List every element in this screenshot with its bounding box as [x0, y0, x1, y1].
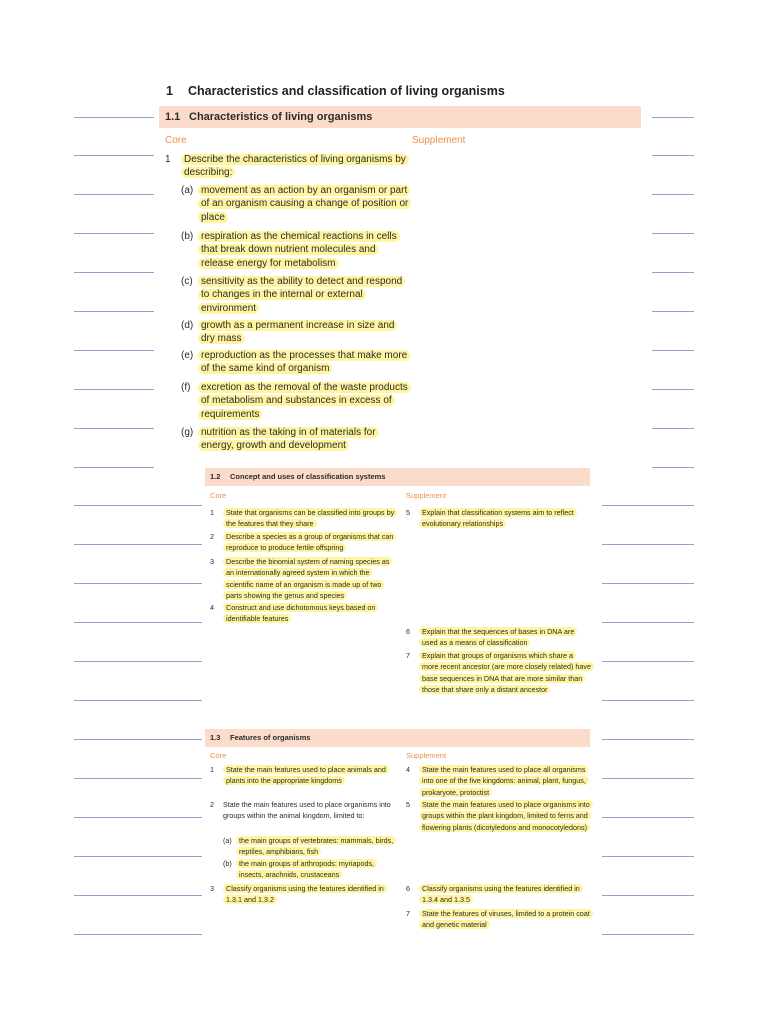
item-text: Explain that the sequences of bases in DNA are used as a means of classification: [419, 627, 577, 647]
subitem-text: movement as an action by an organism or part of an organism causing a change of position or place: [198, 185, 411, 223]
item-text: State the main features used to place organisms into groups within the plant kingdom, limited to ferns and flowering plants (dicotyledons and monocotyledons): [419, 800, 593, 832]
item-number: 4: [406, 765, 410, 774]
subitem-letter: (a): [181, 185, 194, 196]
item-number: 6: [406, 884, 410, 893]
subitem-text: growth as a permanent increase in size and dry mass: [198, 320, 397, 344]
item-number: 7: [406, 909, 410, 918]
item-number: 1: [210, 508, 214, 517]
subitem-letter: (c): [181, 276, 193, 287]
section-title: Concept and uses of classification systems: [230, 472, 386, 481]
subitem-letter: (b): [181, 231, 194, 242]
item-text: State the features of viruses, limited to a protein coat and genetic material: [419, 909, 593, 929]
subitem-text: the main groups of vertebrates: mammals, birds, reptiles, amphibians, fish: [236, 836, 396, 856]
chapter-title-text: Characteristics and classification of living organisms: [188, 84, 505, 98]
subitem-letter: (b): [223, 859, 232, 868]
subitem-letter: (g): [181, 427, 194, 438]
subitem-letter: (f): [181, 382, 191, 393]
subitem-text: excretion as the removal of the waste products of metabolism and substances in excess of requirements: [198, 382, 411, 420]
item-text: Construct and use dichotomous keys based on identifiable features: [223, 603, 378, 623]
item-text: Classify organisms using the features identified in 1.3.4 and 1.3.5: [419, 884, 583, 904]
item-number: 1: [210, 765, 214, 774]
item-text: State the main features used to place animals and plants into the appropriate kingdoms: [223, 765, 389, 785]
section-title: Features of organisms: [230, 733, 311, 742]
section-1-3-header: [205, 729, 590, 747]
item-text: Classify organisms using the features identified in 1.3.1 and 1.3.2: [223, 884, 387, 904]
item-number: 7: [406, 651, 410, 660]
item-text: State the main features used to place organisms into groups within the animal kingdom, limited to:: [223, 800, 391, 821]
item-text: Describe the binomial system of naming species as an internationally agreed system in which the scientific name of an organism is made up of two parts showing the genus and species: [223, 557, 392, 600]
section-number: 1.2: [210, 472, 221, 481]
subitem-text: nutrition as the taking in of materials for energy, growth and development: [198, 427, 379, 451]
item-number: 1: [165, 154, 171, 165]
subitem-text: respiration as the chemical reactions in cells that break down nutrient molecules and release energy for metabolism: [198, 231, 400, 269]
item-number: 3: [210, 884, 214, 893]
subitem-letter: (d): [181, 320, 194, 331]
supplement-label: Supplement: [406, 491, 447, 500]
subitem-text: the main groups of arthropods: myriapods, insects, arachnids, crustaceans: [236, 859, 377, 879]
item-number: 3: [210, 557, 214, 566]
supplement-label: Supplement: [412, 135, 466, 146]
item-text: State the main features used to place all organisms into one of the five kingdoms: animal, plant, fungus, prokaryote, protoctist: [419, 765, 589, 797]
core-label: Core: [210, 751, 227, 760]
subitem-letter: (e): [181, 350, 194, 361]
section-number: 1.1: [165, 111, 181, 123]
item-number: 2: [210, 800, 214, 809]
item-number: 6: [406, 627, 410, 636]
chapter-number: 1: [166, 84, 173, 98]
item-text: State that organisms can be classified into groups by the features that they share: [223, 508, 397, 528]
item-number: 2: [210, 532, 214, 541]
subitem-text: reproduction as the processes that make more of the same kind of organism: [198, 350, 410, 374]
section-1-2-header: [205, 468, 590, 486]
section-number: 1.3: [210, 733, 221, 742]
item-text: Explain that classification systems aim to reflect evolutionary relationships: [419, 508, 577, 528]
chapter-title: [166, 84, 505, 98]
core-label: Core: [210, 491, 227, 500]
subitem-letter: (a): [223, 836, 232, 845]
subitem-text: sensitivity as the ability to detect and respond to changes in the internal or external environment: [198, 276, 405, 314]
item-text: Describe a species as a group of organisms that can reproduce to produce fertile offspring: [223, 532, 396, 552]
item-text: Explain that groups of organisms which share a more recent ancestor (are more closely related) have base sequences in DNA that are more similar than those that share only a distant ancestor: [419, 651, 594, 694]
item-number: 5: [406, 508, 410, 517]
core-label: Core: [165, 135, 187, 146]
item-text: Describe the characteristics of living organisms by describing:: [181, 154, 409, 178]
section-1-1-header: [159, 106, 641, 128]
item-number: 4: [210, 603, 214, 612]
supplement-label: Supplement: [406, 751, 447, 760]
section-title: Characteristics of living organisms: [189, 111, 373, 123]
item-number: 5: [406, 800, 410, 809]
